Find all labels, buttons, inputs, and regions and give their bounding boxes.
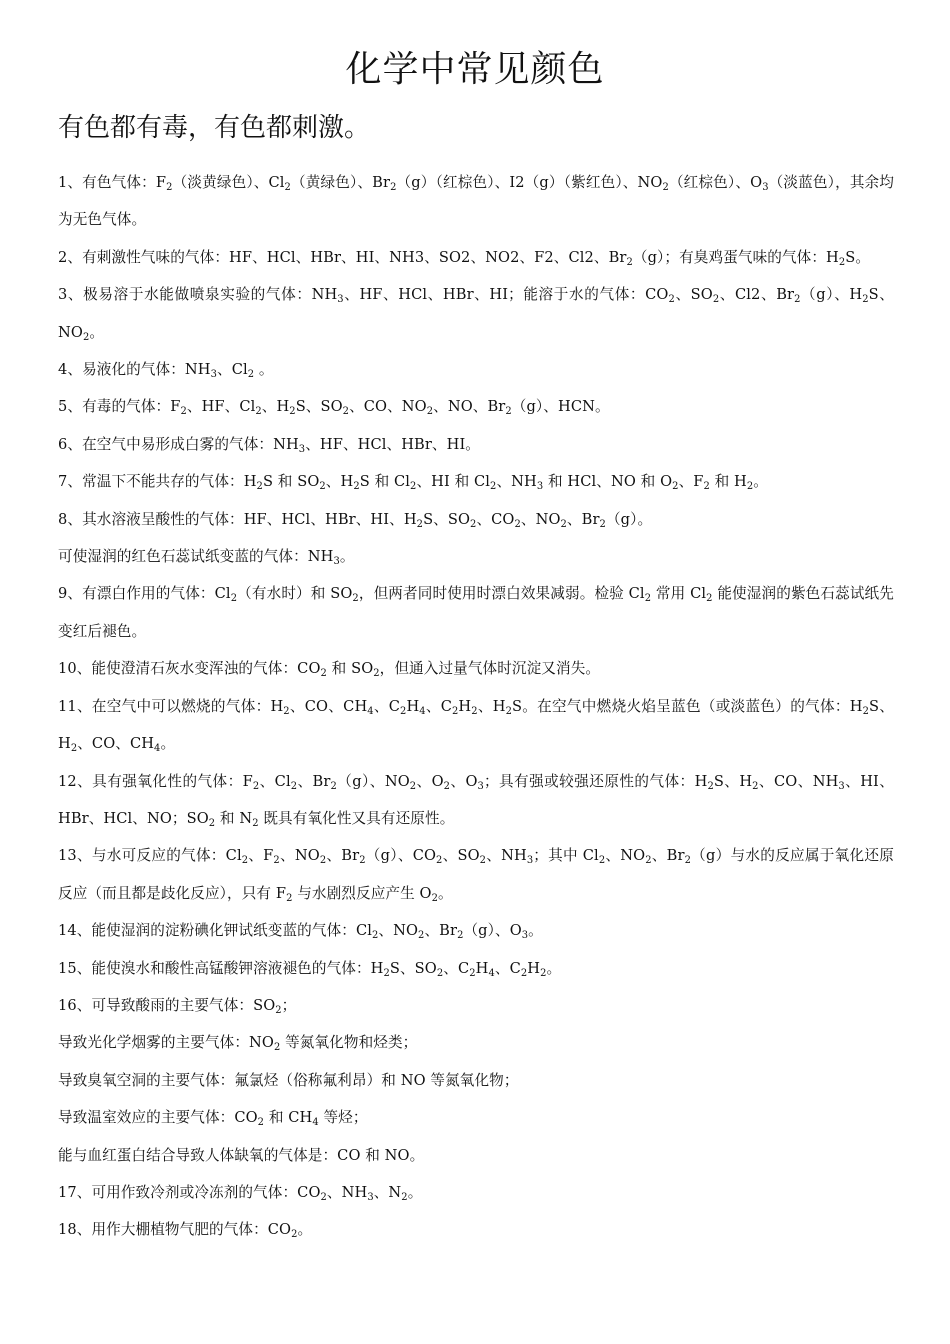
paragraph: 10、能使澄清石灰水变浑浊的气体：$CO_2$ 和 $SO_2$，但通入过量气体时沉淀又消失。 bbox=[58, 660, 601, 680]
paragraph: 17、可用作致冷剂或冷冻剂的气体：$CO_2$、$NH_3$、$N_2$。 bbox=[58, 1183, 423, 1204]
page-title: 化学中常见颜色 bbox=[345, 49, 605, 90]
paragraph: 导致温室效应的主要气体：$CO_2$ 和 $CH_4$ 等烃； bbox=[58, 1109, 368, 1129]
paragraph: 13、与水可反应的气体：$Cl_2$、$F_2$、$NO_2$、$Br_2(g)$、$CO_2$、$SO_2$、$NH_3$；其中 $Cl_2$、$NO_2$、$Br_2(g)$与水的反应属于氧化还原反应（而且都是歧化反应），只有 $F_2$ 与水剧烈反应产生 $O_2$。 bbox=[58, 847, 894, 904]
paragraph: 7、常温下不能共存的气体：$H_2S$ 和 $SO_2$、$H_2S$ 和 $Cl_2$、HI 和 $Cl_2$、$NH_3$ 和 HCl、NO 和 $O_2$、$F_2$ 和 $H_2$。 bbox=[58, 473, 768, 493]
paragraph: 5、有毒的气体：$F_2$、HF、$Cl_2$、$H_2S$、$SO_2$、CO、$NO_2$、NO、$Br_2(g)$、HCN。 bbox=[58, 398, 610, 418]
paragraph: 14、能使湿润的淀粉碘化钾试纸变蓝的气体：$Cl_2$、$NO_2$、$Br_2(g)$、$O_3$。 bbox=[58, 922, 543, 942]
paragraph: 18、用作大棚植物气肥的气体：$CO_2$。 bbox=[58, 1221, 313, 1241]
paragraph: 2、有刺激性气味的气体：HF、HCl、HBr、HI、NH3、SO2、NO2、F2、Cl2、$Br_2(g)$；有臭鸡蛋气味的气体：$H_2S$。 bbox=[58, 248, 871, 268]
paragraph: 1、有色气体：$F_2$（淡黄绿色）、$Cl_2$（黄绿色）、$Br_2(g)$（红棕色）、I2（g）（紫红色）、$NO_2$（红棕色）、$O_3$（淡蓝色），其余均为无色气体。 bbox=[58, 174, 894, 229]
paragraph: 16、可导致酸雨的主要气体：$SO_2$； bbox=[58, 996, 297, 1017]
paragraph: 12、具有强氧化性的气体：$F_2$、$Cl_2$、$Br_2(g)$、$NO_2$、$O_2$、$O_3$；具有强或较强还原性的气体：$H_2S$、$H_2$、CO、$NH_3$、HI、HBr、HCl、NO；$SO_2$ 和 $N_2$ 既具有氧化性又具有还原性。 bbox=[58, 772, 894, 830]
paragraph: 4、易液化的气体：$NH_3$、$Cl_2$ 。 bbox=[58, 361, 274, 381]
paragraph: 能与血红蛋白结合导致人体缺氧的气体是：CO 和 NO。 bbox=[58, 1146, 425, 1164]
paragraph: 导致光化学烟雾的主要气体：$NO_2$ 等氮氧化物和烃类； bbox=[58, 1034, 418, 1054]
paragraph: 9、有漂白作用的气体：$Cl_2$（有水时）和 $SO_2$，但两者同时使用时漂白效果减弱。检验 $Cl_2$ 常用 $Cl_2$ 能使湿润的紫色石蕊试纸先变红后褪色。 bbox=[58, 585, 894, 640]
document-body bbox=[58, 164, 894, 1249]
paragraph: 11、在空气中可以燃烧的气体：$H_2$、CO、$CH_4$、$C_2H_4$、$C_2H_2$、$H_2S$。在空气中燃烧火焰呈蓝色（或淡蓝色）的气体：$H_2S$、$H_2$、CO、$CH_4$。 bbox=[58, 697, 894, 755]
paragraph: 15、能使溴水和酸性高锰酸钾溶液褪色的气体：$H_2S$、$SO_2$、$C_2H_4$、$C_2H_2$。 bbox=[58, 959, 562, 979]
page-subtitle: 有色都有毒，有色都刺激。 bbox=[58, 113, 371, 143]
paragraph: 导致臭氧空洞的主要气体：氟氯烃（俗称氟利昂）和 NO 等氮氧化物； bbox=[58, 1071, 519, 1089]
paragraph: 可使湿润的红色石蕊试纸变蓝的气体：$NH_3$。 bbox=[58, 548, 355, 568]
paragraph: 3、极易溶于水能做喷泉实验的气体：$NH_3$、HF、HCl、HBr、HI；能溶于水的气体：$CO_2$、$SO_2$、Cl2、$Br_2(g)$、$H_2S$、$NO_2$。 bbox=[58, 286, 894, 343]
paragraph: 6、在空气中易形成白雾的气体：$NH_3$、HF、HCl、HBr、HI。 bbox=[58, 435, 481, 456]
paragraph: 8、其水溶液呈酸性的气体：HF、HCl、HBr、HI、$H_2S$、$SO_2$、$CO_2$、$NO_2$、$Br_2(g)$。 bbox=[58, 510, 653, 530]
